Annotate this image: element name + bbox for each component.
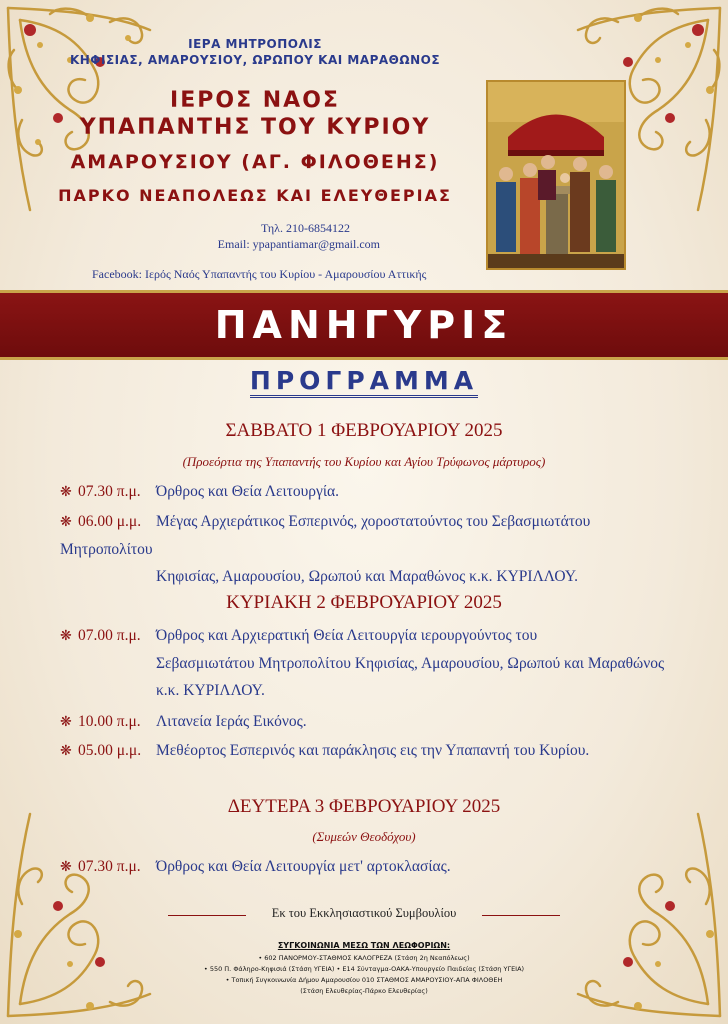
day-title: ΔΕΥΤΕΡΑ 3 ΦΕΒΡΟΥΑΡΙΟΥ 2025 [227,796,501,817]
metropolis-line-2: ΚΗΦΙΣΙΑΣ, ΑΜΑΡΟΥΣΙΟΥ, ΩΡΩΠΟΥ ΚΑΙ ΜΑΡΑΘΩΝΟΣ [69,53,441,67]
event-text-continued: κ.κ. ΚΥΡΙΛΛΟΥ. [156,682,265,699]
event-text: Όρθρος και Θεία Λειτουργία μετ' αρτοκλασίας. [156,858,451,875]
banner-title: ΠΑΝΗΓΥΡΙΣ [214,303,514,347]
transport-title: ΣΥΓΚΟΙΝΩΝΙΑ ΜΕΣΩ ΤΩΝ ΛΕΩΦΟΡΙΩΝ: [277,941,451,950]
event-text: Μέγας Αρχιεράτικος Εσπερινός, χοροστατούντος του Σεβασμιωτάτου Μητροπολίτου [60,513,591,558]
event-item [60,478,680,506]
title-banner [0,290,728,360]
transport-line: • Τοπική Συγκοινωνία Δήμου Αμαρουσίου 010 ΣΤΑΘΜΟΣ ΑΜΑΡΟΥΣΙΟΥ-ΑΠΑ ΦΙΛΟΘΕΗ [225,976,503,984]
church-line-3: ΑΜΑΡΟΥΣΙΟΥ (ΑΓ. ΦΙΛΟΘΕΗΣ) [70,151,440,173]
flower-bullet-icon: ❋ [60,629,72,644]
program-heading [0,366,728,395]
event-item [60,622,680,704]
event-item [60,853,680,881]
flower-bullet-icon: ❋ [60,744,72,759]
event-text-continued: Κηφισίας, Αμαρουσίου, Ωρωπού και Μαραθώνος κ.κ. ΚΥΡΙΛΛΟΥ. [156,568,578,585]
event-text: Όρθρος και Αρχιερατική Θεία Λειτουργία ιερουργούντος του [156,627,538,644]
contact-block [0,220,510,252]
day-title: ΣΑΒΒΑΤΟ 1 ΦΕΒΡΟΥΑΡΙΟΥ 2025 [225,420,503,441]
day-note: (Συμεών Θεοδόχου) [312,829,416,844]
transport-line: • 602 ΠΑΝΟΡΜΟΥ-ΣΤΑΘΜΟΣ ΚΑΛΟΓΡΕΖΑ (Στάση 2η Νεαπόλεως) [258,954,470,962]
council-signature: Εκ του Εκκλησιαστικού Συμβουλίου [271,906,457,920]
transport-line: (Στάση Ελευθερίας-Πάρκο Ελευθερίας) [300,987,428,995]
flower-bullet-icon: ❋ [60,715,72,730]
event-text: Λιτανεία Ιεράς Εικόνος. [156,713,307,730]
program-heading-text: ΠΡΟΓΡΑΜΜΑ [250,366,478,398]
metropolis-line-1: ΙΕΡΑ ΜΗΤΡΟΠΟΛΙΣ [188,37,322,51]
church-line-1: ΙΕΡΟΣ ΝΑΟΣ [170,88,340,113]
day-note: (Προεόρτια της Υπαπαντής του Κυρίου και Αγίου Τρύφωνος μάρτυρος) [182,454,546,469]
event-text: Μεθέορτος Εσπερινός και παράκλησις εις την Υπαπαντή του Κυρίου. [156,742,590,759]
day-title: ΚΥΡΙΑΚΗ 2 ΦΕΒΡΟΥΑΡΙΟΥ 2025 [226,592,502,613]
event-time: 05.00 μ.μ. [78,742,142,759]
header [0,36,510,281]
church-line-4: ΠΑΡΚΟ ΝΕΑΠΟΛΕΩΣ ΚΑΙ ΕΛΕΥΘΕΡΙΑΣ [58,186,452,205]
event-item [60,737,680,765]
event-time: 06.00 μ.μ. [78,513,142,530]
facebook: Facebook: Ιερός Ναός Υπαπαντής του Κυρίου - Αμαρουσίου Αττικής [92,267,427,281]
event-item [60,708,680,736]
event-text: Όρθρος και Θεία Λειτουργία. [156,483,340,500]
event-time: 07.00 π.μ. [78,627,141,644]
event-time: 07.30 π.μ. [78,483,141,500]
phone: Τηλ. 210-6854122 [261,221,350,235]
transport-line: • 550 Π. Φάληρο-Κηφισιά (Στάση ΥΓΕΙΑ) • Ε14 Σύνταγμα-ΟΑΚΑ-Υπουργείο Παιδείας (Στάση ΥΓΕΙΑ) [203,965,525,973]
event-item [60,508,680,590]
flower-bullet-icon: ❋ [60,860,72,875]
email: Email: ypapantiamar@gmail.com [217,237,380,251]
flower-bullet-icon: ❋ [60,515,72,530]
church-line-2: ΥΠΑΠΑΝΤΗΣ ΤΟΥ ΚΥΡΙΟΥ [79,115,431,140]
event-text-continued: Σεβασμιωτάτου Μητροπολίτου Κηφισίας, Αμαρουσίου, Ωρωπού και Μαραθώνος [156,655,665,672]
presentation-icon-image [486,80,626,270]
event-time: 07.30 π.μ. [78,858,141,875]
flower-bullet-icon: ❋ [60,485,72,500]
event-time: 10.00 π.μ. [78,713,141,730]
